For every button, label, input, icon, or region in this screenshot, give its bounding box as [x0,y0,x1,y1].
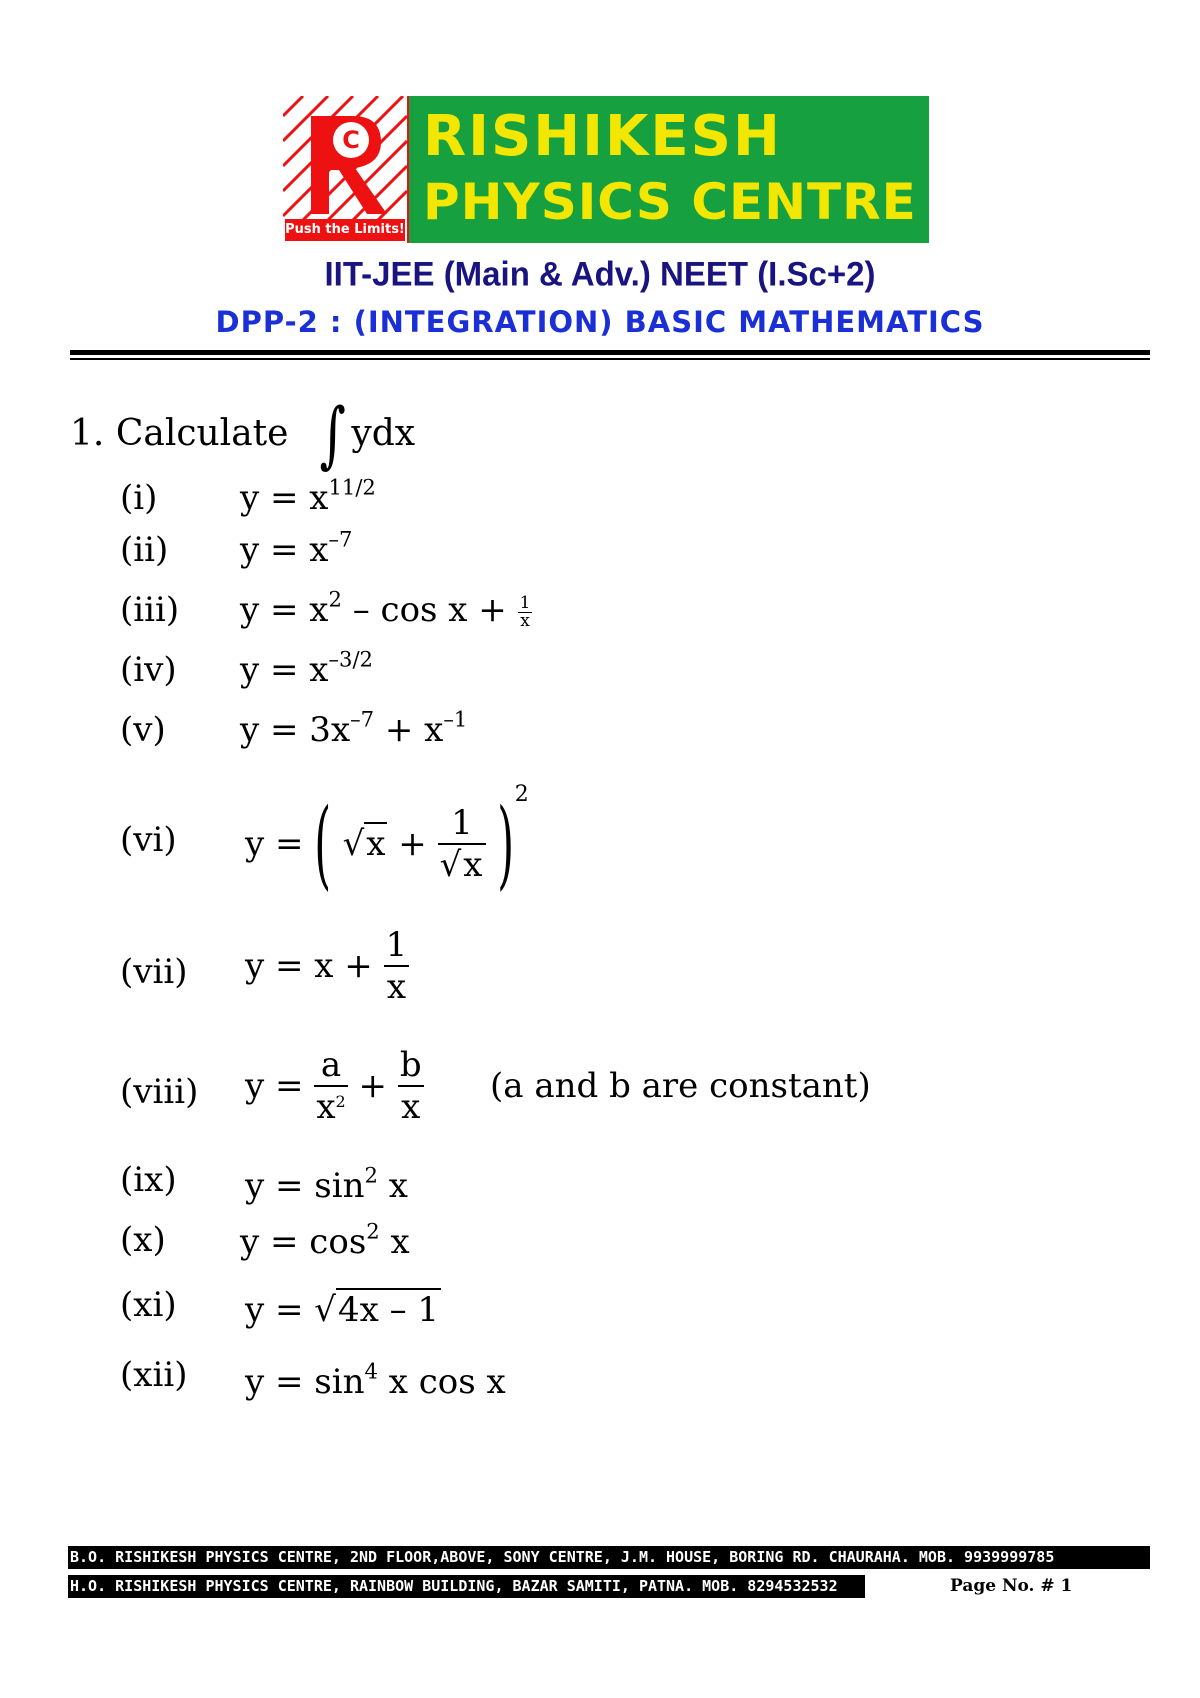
footer-head-office: H.O. RISHIKESH PHYSICS CENTRE, RAINBOW BUILDING, BAZAR SAMITI, PATNA. MOB. 8294532532 [68,1575,865,1598]
equation-xi: y = √4x – 1 [245,1290,440,1330]
equation-viii: y = $\frac{a}{x^2}$ + $\frac{b}{x}$ [245,1045,422,1127]
question-number: 1. [70,413,105,454]
brand-logo [283,96,929,243]
equation-ii: $y = x^{-7}$ [240,526,353,570]
equation-vi: y = ( √x + $\frac{1}{√x}$ )$^2$ [245,782,529,900]
dpp-title: DPP-2 : (INTEGRATION) BASIC MATHEMATICS [215,305,985,339]
exam-line: IIT-JEE (Main & Adv.) NEET (I.Sc+2) [324,254,876,293]
item-label: (x) [120,1220,166,1260]
integral-sign: ∫ [319,392,346,476]
equation-x: $y = \cos^2 x$ [240,1218,410,1262]
logo-tagline: Push the Limits! [285,219,405,241]
equation-iv: $y = x^{-3/2}$ [240,646,373,690]
item-label: (v) [120,710,166,750]
question-prompt: Calculate [115,413,289,454]
item-label: (iv) [120,650,177,690]
item-label: (xi) [120,1285,177,1325]
integrand: ydx [351,413,416,454]
item-label: (iii) [120,590,180,630]
item-label: (viii) [120,1072,199,1112]
equation-v: $y = 3x^{-7} + x^{-1}$ [240,706,468,750]
equation-xii: $y = \sin^4 x$ cos x [245,1358,506,1402]
logo-r-icon [283,96,407,220]
header-rule-thin [70,358,1150,360]
item-label: (vii) [120,952,188,992]
item-note: (a and b are constant) [490,1066,871,1106]
item-label: (i) [120,478,158,518]
header-rule [70,350,1150,355]
page-number: Page No. # 1 [950,1576,1073,1596]
equation-vii: y = x + $\frac{1}{x}$ [245,925,408,1007]
svg-text:C: C [342,126,360,154]
item-label: (vi) [120,820,177,860]
equation-i: $y = x^{11/2}$ [240,474,376,518]
item-label: (ii) [120,530,169,570]
logo-subtitle: PHYSICS CENTRE [423,173,917,231]
item-label: (xii) [120,1355,188,1395]
logo-title: RISHIKESH [423,104,782,169]
equation-ix: $y = \sin^2 x$ [245,1162,408,1206]
footer-branch-office: B.O. RISHIKESH PHYSICS CENTRE, 2ND FLOOR,ABOVE, SONY CENTRE, J.M. HOUSE, BORING RD. CHAURAHA. MOB. 9939999785 [68,1546,1150,1569]
logo-emblem [283,96,409,243]
question-heading [70,392,415,476]
item-label: (ix) [120,1160,177,1200]
equation-iii: $y = x^2 - \cos x$ + $\frac{1}{x}$ [240,586,531,631]
